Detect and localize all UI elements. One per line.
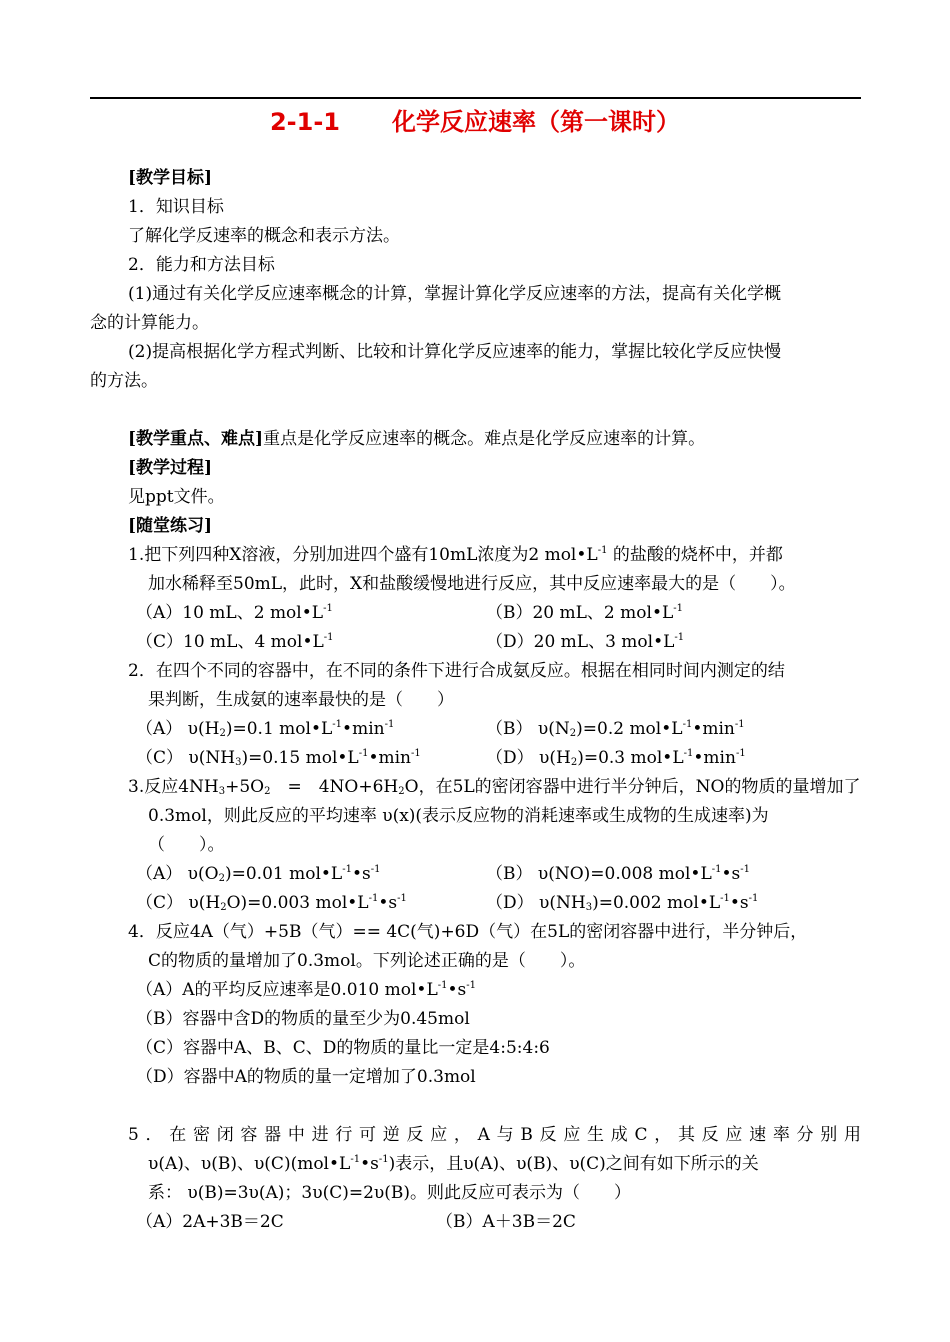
q5-line3: 系： υ(B)=3υ(A)；3υ(C)=2υ(B)。则此反应可表示为（ ）	[148, 1183, 632, 1203]
objective-2-p2-line1: (2)提高根据化学方程式判断、比较和计算化学反应速率的能力，掌握比较化学反应快慢	[128, 342, 782, 362]
q3-line2: 0.3mol，则此反应的平均速率 υ(x)(表示反应物的消耗速率或生成物的生成速率)为	[148, 806, 769, 826]
objective-1-title: 1．知识目标	[128, 197, 224, 217]
q3-option-b: （B） υ(NO)=0.008 $mol•L^{-1}•s^{-1}$	[486, 864, 750, 884]
objective-1-text: 了解化学反速率的概念和表示方法。	[128, 226, 400, 246]
q3-line1: 3.反应$4NH_3+5O_2$ = $4NO+6H_2O$，在5L的密闭容器中进行半分钟后，NO的物质的量增加了	[128, 777, 861, 797]
q4-option-b: （B）容器中含D的物质的量至少为0.45mol	[136, 1009, 470, 1029]
q1-options-ab	[90, 599, 861, 628]
q1-option-d: （D）20 mL、3 $mol•L^{-1}$	[486, 632, 685, 652]
q4-option-d: （D）容器中A的物质的量一定增加了0.3mol	[136, 1067, 476, 1087]
keypoints-text: 重点是化学反应速率的概念。难点是化学反应速率的计算。	[263, 429, 706, 449]
objective-2-title: 2．能力和方法目标	[128, 255, 275, 275]
keypoints	[90, 425, 861, 454]
objective-2-p1-line1: (1)通过有关化学反应速率概念的计算，掌握计算化学反应速率的方法，提高有关化学概	[128, 284, 782, 304]
q1-line1: 1.把下列四种X溶液，分别加进四个盛有10mL浓度为2 $mol•L^{-1}$ 的盐酸的烧杯中，并都	[128, 545, 783, 565]
q2-options-ab	[90, 715, 861, 744]
q2-option-a: （A） $\upsilon(H_2)=0.1$ $mol•L^{-1}•\min^{-1}$	[136, 719, 395, 739]
process-heading: [教学过程]	[128, 458, 213, 478]
q4-line2: C的物质的量增加了0.3mol。下列论述正确的是（ ）。	[148, 951, 586, 971]
q3-options-cd	[90, 889, 861, 918]
document-body	[90, 164, 861, 1237]
q3-option-c: （C） $\upsilon(H_2O)=0.003$ $mol•L^{-1}•s^{-1}$	[136, 893, 407, 913]
q4-option-a: （A）A的平均反应速率是0.010 $mol•L^{-1}•s^{-1}$	[136, 980, 476, 1000]
process-text: 见ppt文件。	[128, 487, 225, 507]
title-number: 2-1-1	[269, 108, 341, 136]
q2-option-c: （C） $\upsilon(NH_3)=0.15$ $mol•L^{-1}•\min^{-1}$	[136, 748, 421, 768]
header-rule	[90, 97, 861, 99]
practice-heading: [随堂练习]	[128, 516, 213, 536]
q1-option-b: （B）20 mL、2 $mol•L^{-1}$	[486, 603, 684, 623]
q2-line1: 2．在四个不同的容器中，在不同的条件下进行合成氨反应。根据在相同时间内测定的结	[128, 661, 785, 681]
q4-option-c: （C）容器中A、B、C、D的物质的量比一定是4:5:4:6	[136, 1038, 550, 1058]
q2-options-cd	[90, 744, 861, 773]
q5-line1: 5．在密闭容器中进行可逆反应，A与B反应生成C，其反应速率分别用	[128, 1125, 861, 1145]
q3-option-d: （D） $\upsilon(NH_3)=0.002$ $mol•L^{-1}•s^{-1}$	[486, 893, 759, 913]
objective-2-p1-line2: 念的计算能力。	[90, 313, 209, 333]
objective-2-p2-line2: 的方法。	[90, 371, 158, 391]
q3-options-ab	[90, 860, 861, 889]
q5-options-ab	[90, 1208, 861, 1237]
keypoints-heading: [教学重点、难点]	[128, 429, 264, 449]
q3-option-a: （A） $\upsilon(O_2)=0.01$ $mol•L^{-1}•s^{-1}$	[136, 864, 381, 884]
q5-option-a: （A）2A+3B＝2C	[136, 1212, 284, 1232]
document-title	[0, 106, 950, 138]
q1-options-cd	[90, 628, 861, 657]
q5-line2: υ(A)、υ(B)、$\upsilon(C)(mol•L^{-1}•s^{-1})$表示，且υ(A)、υ(B)、υ(C)之间有如下所示的关	[148, 1154, 759, 1174]
q1-option-c: （C）10 mL、4 $mol•L^{-1}$	[136, 632, 334, 652]
q1-option-a: （A）10 mL、2 $mol•L^{-1}$	[136, 603, 333, 623]
q2-option-b: （B） $\upsilon(N_2)=0.2$ $mol•L^{-1}•\min^{-1}$	[486, 719, 745, 739]
q3-line3: （ ）。	[148, 835, 225, 855]
q2-option-d: （D） $\upsilon(H_2)=0.3$ $mol•L^{-1}•\min^{-1}$	[486, 748, 746, 768]
q4-line1: 4．反应4A（气）+5B（气）== 4C(气)+6D（气）在5L的密闭容器中进行，半分钟后，	[128, 922, 808, 942]
q1-line2: 加水稀释至50mL，此时，X和盐酸缓慢地进行反应，其中反应速率最大的是（ ）。	[148, 574, 796, 594]
title-text: 化学反应速率（第一课时）	[392, 108, 681, 136]
objectives-heading: [教学目标]	[128, 168, 213, 188]
q5-option-b: （B）A＋3B＝2C	[436, 1212, 576, 1232]
q2-line2: 果判断，生成氨的速率最快的是（ ）	[148, 690, 454, 710]
